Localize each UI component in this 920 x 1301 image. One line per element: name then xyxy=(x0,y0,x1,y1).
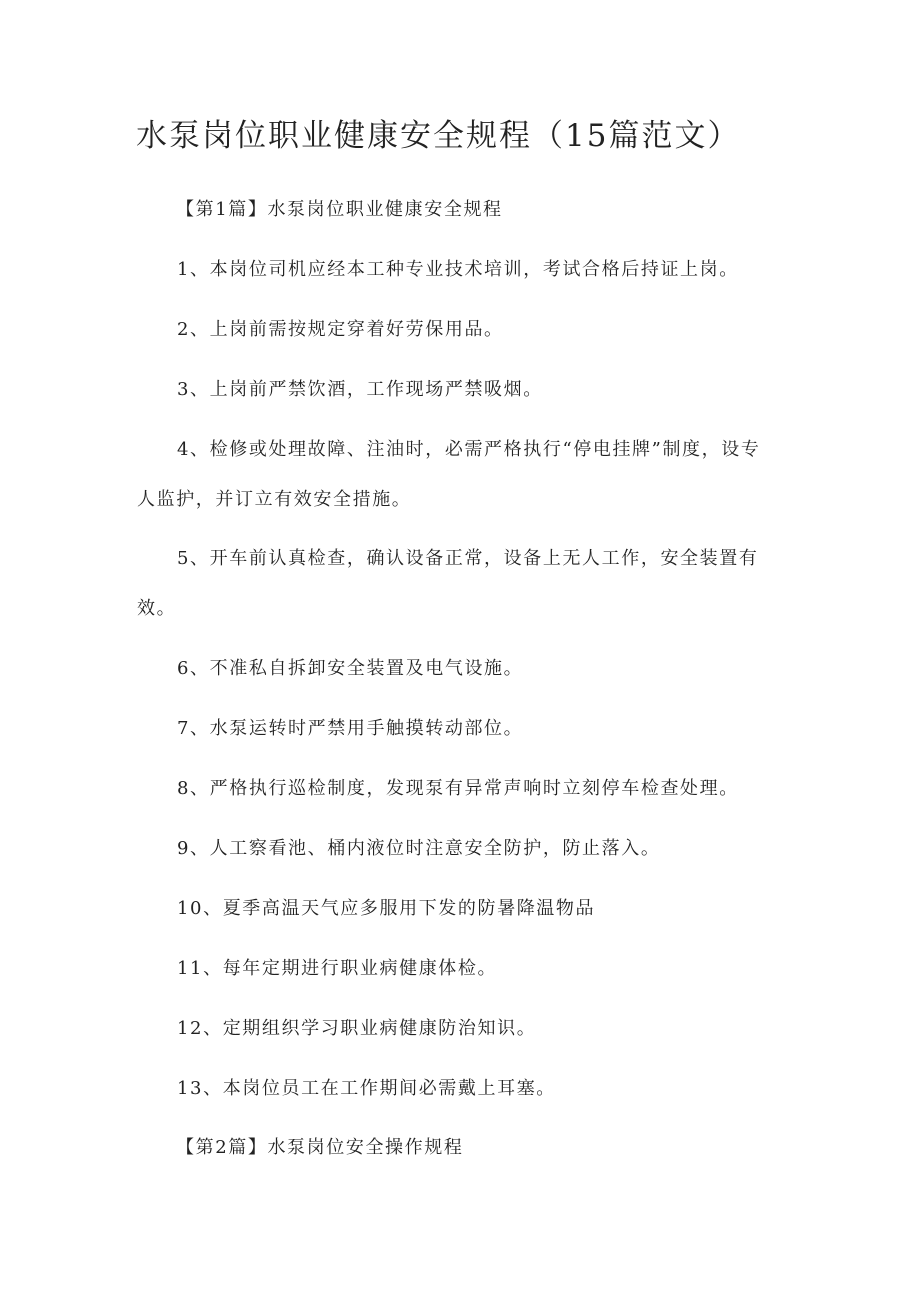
paragraph-8: 8、严格执行巡检制度，发现泵有异常声响时立刻停车检查处理。 xyxy=(177,778,739,799)
paragraph-4-line-2: 人监护，并订立有效安全措施。 xyxy=(137,489,412,510)
paragraph-4-line-1: 4、检修或处理故障、注油时，必需严格执行“停电挂牌”制度，设专 xyxy=(177,439,761,460)
paragraph-10: 10、夏季高温天气应多服用下发的防暑降温物品 xyxy=(177,898,596,919)
paragraph-5-line-2: 效。 xyxy=(137,598,177,619)
paragraph-13: 13、本岗位员工在工作期间必需戴上耳塞。 xyxy=(177,1078,556,1099)
paragraph-6: 6、不准私自拆卸安全装置及电气设施。 xyxy=(177,658,524,679)
document-title: 水泵岗位职业健康安全规程（15篇范文） xyxy=(136,118,741,154)
paragraph-3: 3、上岗前严禁饮酒，工作现场严禁吸烟。 xyxy=(177,379,543,400)
paragraph-11: 11、每年定期进行职业病健康体检。 xyxy=(177,958,498,979)
paragraph-9: 9、人工察看池、桶内液位时注意安全防护，防止落入。 xyxy=(177,838,661,859)
paragraph-2: 2、上岗前需按规定穿着好劳保用品。 xyxy=(177,319,504,340)
section-1-heading: 【第1篇】水泵岗位职业健康安全规程 xyxy=(176,199,503,220)
paragraph-12: 12、定期组织学习职业病健康防治知识。 xyxy=(177,1018,537,1039)
paragraph-5-line-1: 5、开车前认真检查，确认设备正常，设备上无人工作，安全装置有 xyxy=(177,548,759,569)
paragraph-7: 7、水泵运转时严禁用手触摸转动部位。 xyxy=(177,718,524,739)
section-2-heading: 【第2篇】水泵岗位安全操作规程 xyxy=(176,1137,464,1158)
paragraph-1: 1、本岗位司机应经本工种专业技术培训，考试合格后持证上岗。 xyxy=(177,259,739,280)
